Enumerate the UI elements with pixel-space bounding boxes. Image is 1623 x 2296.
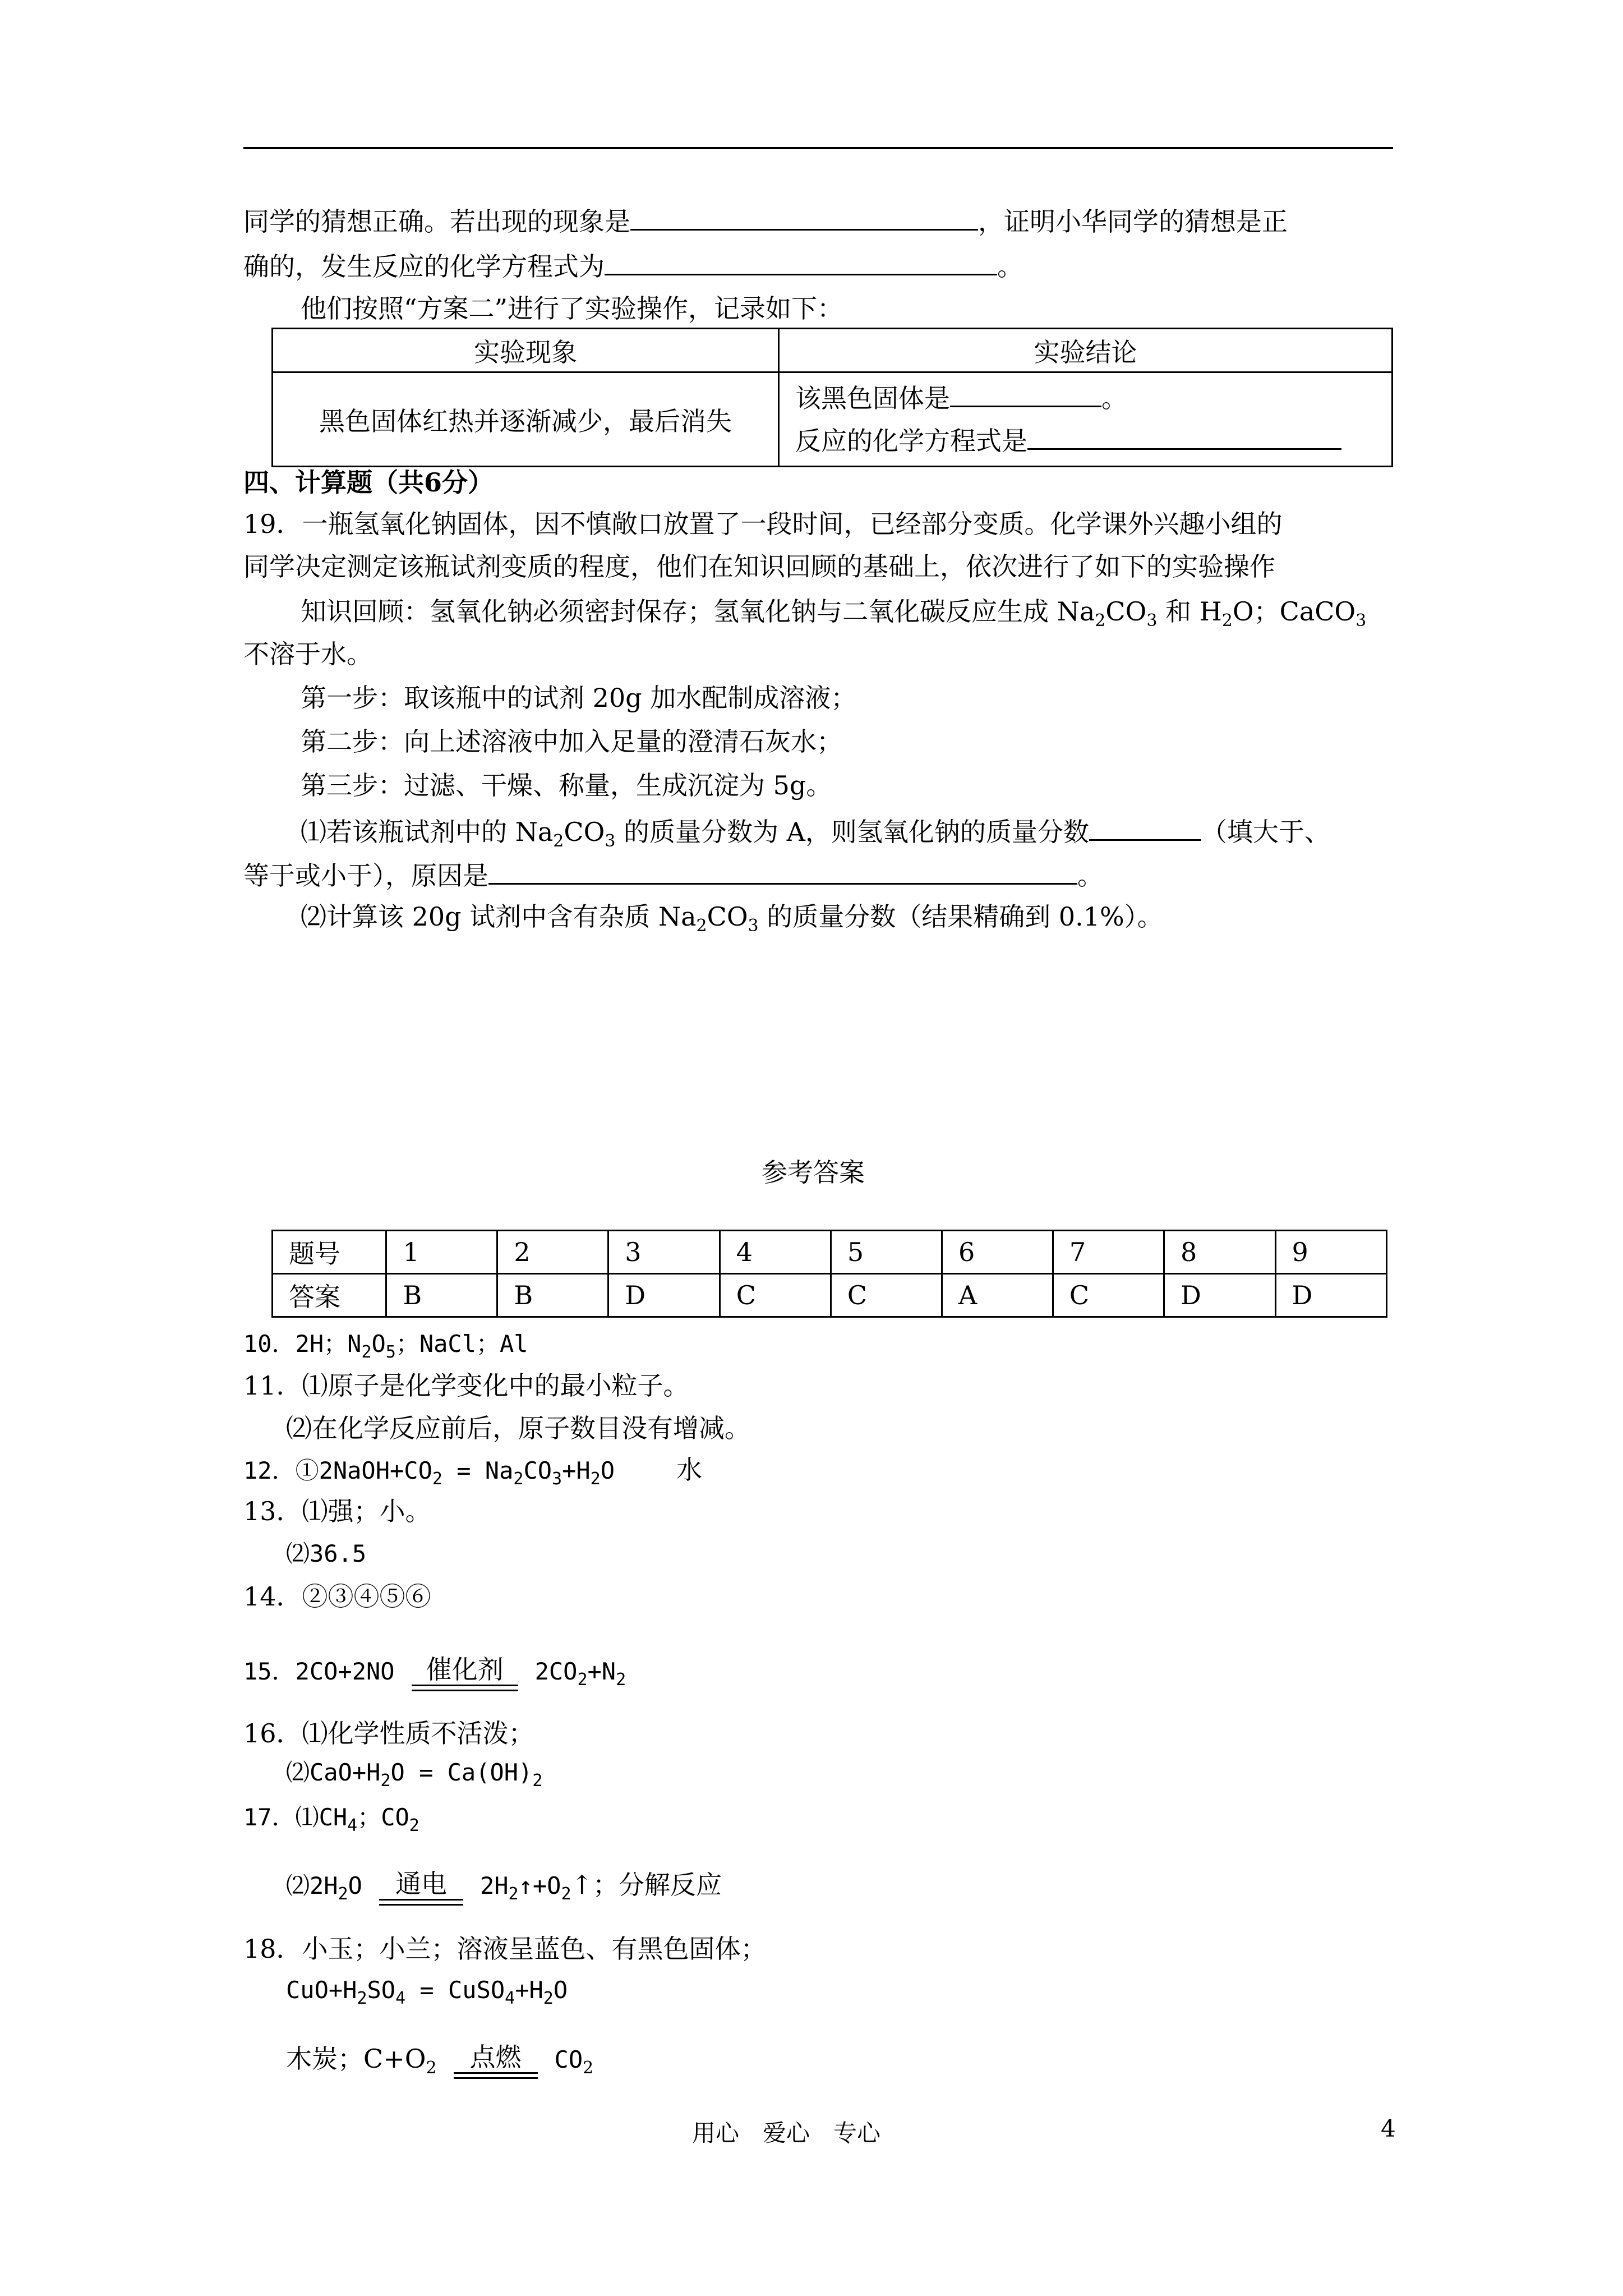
answer-table xyxy=(271,1230,1387,1318)
text-span: 反应的化学方程式是 xyxy=(795,425,1027,456)
text-span: = CuSO xyxy=(405,1976,505,2004)
answer-table-answer-cell: D xyxy=(1164,1274,1275,1317)
equation-bar xyxy=(454,2072,538,2074)
text-span: 2H xyxy=(479,1872,509,1899)
answer-table-answer-cell: B xyxy=(497,1274,608,1317)
text-span: CuO+H xyxy=(286,1976,357,2004)
table-header: 实验现象 xyxy=(273,329,779,372)
answer-table-number-cell: 6 xyxy=(942,1231,1053,1274)
answer-line xyxy=(286,1973,568,2007)
table-header: 实验结论 xyxy=(779,329,1393,372)
text-span: ；NaCl；Al xyxy=(395,1330,528,1358)
answer-blank xyxy=(950,379,1101,407)
answer-line: 16．⑴化学性质不活泼； xyxy=(243,1718,534,1749)
subscript: 2 xyxy=(409,1816,419,1835)
answer-line: 14．②③④⑤⑥ xyxy=(243,1581,431,1612)
answer-blank xyxy=(630,202,978,231)
text-span: SO xyxy=(367,1976,396,2004)
paragraph-line: 19．一瓶氢氧化钠固体，因不慎敞口放置了一段时间，已经部分变质。化学课外兴趣小组的 xyxy=(243,509,1283,539)
answer-blank xyxy=(488,856,1077,885)
text-span: 。 xyxy=(997,251,1023,282)
answer-blank xyxy=(605,247,997,275)
subscript: 2 xyxy=(508,1884,519,1904)
text-span: CO xyxy=(1105,596,1147,627)
subscript: 2 xyxy=(532,1771,543,1791)
text-span: CO xyxy=(564,817,605,847)
equation-bar xyxy=(379,1904,463,1906)
subscript: 4 xyxy=(347,1816,358,1835)
subscript: 3 xyxy=(1355,611,1367,631)
answer-table-answer-cell: D xyxy=(608,1274,720,1317)
subscript: 2 xyxy=(426,2058,437,2078)
paragraph-line: 不溶于水。 xyxy=(243,639,372,669)
subscript: 4 xyxy=(395,1989,406,2008)
paragraph-line xyxy=(243,856,1103,892)
answer-table-answer-cell: C xyxy=(1053,1274,1164,1317)
text-span: 确的，发生反应的化学方程式为 xyxy=(243,251,605,282)
header-rule xyxy=(243,147,1393,149)
table-cell xyxy=(779,372,1393,467)
text-span: 。 xyxy=(1077,861,1103,891)
subscript: 2 xyxy=(616,1670,626,1690)
section-heading: 四、计算题（共6分） xyxy=(243,467,494,498)
answer-table-answer-cell: C xyxy=(720,1274,831,1317)
subscript: 2 xyxy=(432,1469,442,1489)
answer-line: ⑵在化学反应前后，原子数目没有增减。 xyxy=(286,1413,750,1443)
equation-bar xyxy=(379,1899,463,1901)
text-span: ⑵CaO+H xyxy=(286,1759,381,1786)
paragraph-line xyxy=(301,595,1367,631)
subscript: 2 xyxy=(1095,611,1106,631)
answer-line xyxy=(243,1801,419,1834)
text-span: O xyxy=(348,1872,362,1899)
subscript: 3 xyxy=(552,1469,562,1489)
condition-label: 通电 xyxy=(395,1868,447,1899)
subscript: 2 xyxy=(553,831,564,851)
answer-table-number-cell: 8 xyxy=(1164,1231,1275,1274)
reaction-condition xyxy=(412,1655,518,1691)
text-span: = Na xyxy=(442,1457,514,1484)
experiment-table xyxy=(271,328,1393,467)
answer-table-number-cell: 1 xyxy=(386,1231,497,1274)
answer-line: 13．⑴强；小。 xyxy=(243,1496,431,1526)
text-span: +H xyxy=(515,1976,543,2004)
text-span: 12．①2NaOH+CO xyxy=(243,1457,432,1484)
text-span: 同学的猜想正确。若出现的现象是 xyxy=(243,206,630,237)
paragraph-line xyxy=(243,202,1288,238)
subscript: 3 xyxy=(605,831,616,851)
text-span: 的质量分数为 A，则氢氧化钠的质量分数 xyxy=(615,817,1089,847)
condition-label: 点燃 xyxy=(469,2042,522,2072)
text-span: +N xyxy=(587,1658,616,1685)
reaction-condition xyxy=(454,2043,538,2079)
answer-row-number xyxy=(273,1231,1387,1274)
subscript: 2 xyxy=(561,1884,571,1904)
equation-bar xyxy=(412,1690,518,1691)
answer-line xyxy=(286,2031,593,2088)
subscript: 3 xyxy=(1146,611,1158,631)
text-span: ；CO xyxy=(357,1803,409,1831)
condition-label: 催化剂 xyxy=(426,1654,504,1685)
answer-table-number-cell: 9 xyxy=(1275,1231,1387,1274)
text-span: O xyxy=(553,1976,568,2004)
subscript: 2 xyxy=(380,1771,391,1791)
text-span: 2CO xyxy=(534,1658,578,1685)
text-span: CO xyxy=(523,1457,552,1484)
subscript: 2 xyxy=(357,1989,367,2008)
text-span: ↑；分解反应 xyxy=(571,1870,722,1900)
answer-line xyxy=(243,1327,528,1361)
answer-table-number-cell: 7 xyxy=(1053,1231,1164,1274)
subscript: 2 xyxy=(577,1670,588,1690)
equation-bar xyxy=(412,1685,518,1686)
text-span: 。 xyxy=(1101,383,1127,413)
text-span: O；CaCO xyxy=(1232,596,1356,627)
text-span: O xyxy=(371,1330,386,1358)
text-span: CO xyxy=(554,2046,583,2073)
answer-table-number-cell: 5 xyxy=(831,1231,942,1274)
subscript: 3 xyxy=(748,916,759,936)
text-span: 10．2H；N xyxy=(243,1330,362,1358)
text-span: 的质量分数（结果精确到 0.1%）。 xyxy=(758,901,1163,932)
text-span: O = Ca(OH) xyxy=(390,1759,533,1786)
paragraph-line xyxy=(301,900,1163,936)
subscript: 2 xyxy=(361,1342,372,1362)
answer-table-number-cell: 4 xyxy=(720,1231,831,1274)
text-span: （填大于、 xyxy=(1201,817,1330,847)
text-span: 木炭；C+O xyxy=(286,2044,426,2074)
text-span: ⑴若该瓶试剂中的 Na xyxy=(301,817,554,847)
subscript: 2 xyxy=(338,1884,348,1904)
answer-table-answer-cell: D xyxy=(1275,1274,1387,1317)
text-span: CO xyxy=(707,901,748,932)
subscript: 2 xyxy=(513,1469,524,1489)
text-span: 知识回顾：氢氧化钠必须密封保存；氢氧化钠与二氧化碳反应生成 Na xyxy=(301,596,1095,627)
equation-bar xyxy=(454,2077,538,2079)
text-span: ↑+O xyxy=(518,1872,561,1899)
text-span: 等于或小于），原因是 xyxy=(243,861,488,891)
answer-line xyxy=(243,1453,702,1488)
answer-table-answer-cell: 答案 xyxy=(273,1274,386,1317)
page-number: 4 xyxy=(1381,2115,1396,2142)
text-span: 水 xyxy=(676,1455,703,1485)
answer-blank xyxy=(1027,421,1341,450)
paragraph-line: 他们按照“方案二”进行了实验操作，记录如下： xyxy=(301,293,843,324)
paragraph-line: 第三步：过滤、干燥、称量，生成沉淀为 5g。 xyxy=(301,770,832,800)
answer-line xyxy=(286,1756,542,1789)
answer-table-answer-cell: A xyxy=(942,1274,1053,1317)
paragraph-line: 同学决定测定该瓶试剂变质的程度，他们在知识回顾的基础上，依次进行了如下的实验操作 xyxy=(243,551,1275,582)
answer-line: 11．⑴原子是化学变化中的最小粒子。 xyxy=(243,1370,689,1401)
answer-blank xyxy=(1089,812,1201,841)
text-span: 17．⑴CH xyxy=(243,1803,348,1831)
paragraph-line: 第二步：向上述溶液中加入足量的澄清石灰水； xyxy=(301,726,842,757)
answer-table-number-cell: 3 xyxy=(608,1231,720,1274)
answer-table-number-cell: 题号 xyxy=(273,1231,386,1274)
footer-motto: 用心 爱心 专心 xyxy=(692,2119,881,2147)
answer-line: 18．小玉；小兰；溶液呈蓝色、有黑色固体； xyxy=(243,1934,767,1964)
answer-line xyxy=(243,1644,626,1700)
text-span: 15．2CO+2NO xyxy=(243,1658,395,1685)
subscript: 5 xyxy=(385,1342,396,1362)
subscript: 4 xyxy=(505,1989,515,2008)
text-span: +H xyxy=(562,1457,591,1484)
text-span: ⑵2H xyxy=(286,1872,338,1899)
text-span: 和 H xyxy=(1157,596,1222,627)
reaction-condition xyxy=(379,1870,463,1906)
subscript: 2 xyxy=(696,916,707,936)
answer-table-answer-cell: C xyxy=(831,1274,942,1317)
text-span: O xyxy=(600,1457,615,1484)
paragraph-line xyxy=(243,247,1023,283)
text-span: ，证明小华同学的猜想是正 xyxy=(978,206,1288,237)
table-cell: 黑色固体红热并逐渐减少，最后消失 xyxy=(273,372,779,467)
text-span: ⑵计算该 20g 试剂中含有杂质 Na xyxy=(301,901,697,932)
subscript: 2 xyxy=(583,2058,594,2078)
subscript: 2 xyxy=(590,1469,601,1489)
answer-row-answer xyxy=(273,1274,1387,1317)
paragraph-line: 第一步：取该瓶中的试剂 20g 加水配制成溶液； xyxy=(301,683,857,713)
answer-line: ⑵36.5 xyxy=(286,1540,367,1567)
text-span: 该黑色固体是 xyxy=(795,383,950,413)
answer-table-number-cell: 2 xyxy=(497,1231,608,1274)
answer-line xyxy=(286,1857,722,1914)
paragraph-line xyxy=(301,812,1330,849)
subscript: 2 xyxy=(543,1989,554,2008)
answer-table-answer-cell: B xyxy=(386,1274,497,1317)
answers-title: 参考答案 xyxy=(762,1157,865,1188)
subscript: 2 xyxy=(1221,611,1233,631)
